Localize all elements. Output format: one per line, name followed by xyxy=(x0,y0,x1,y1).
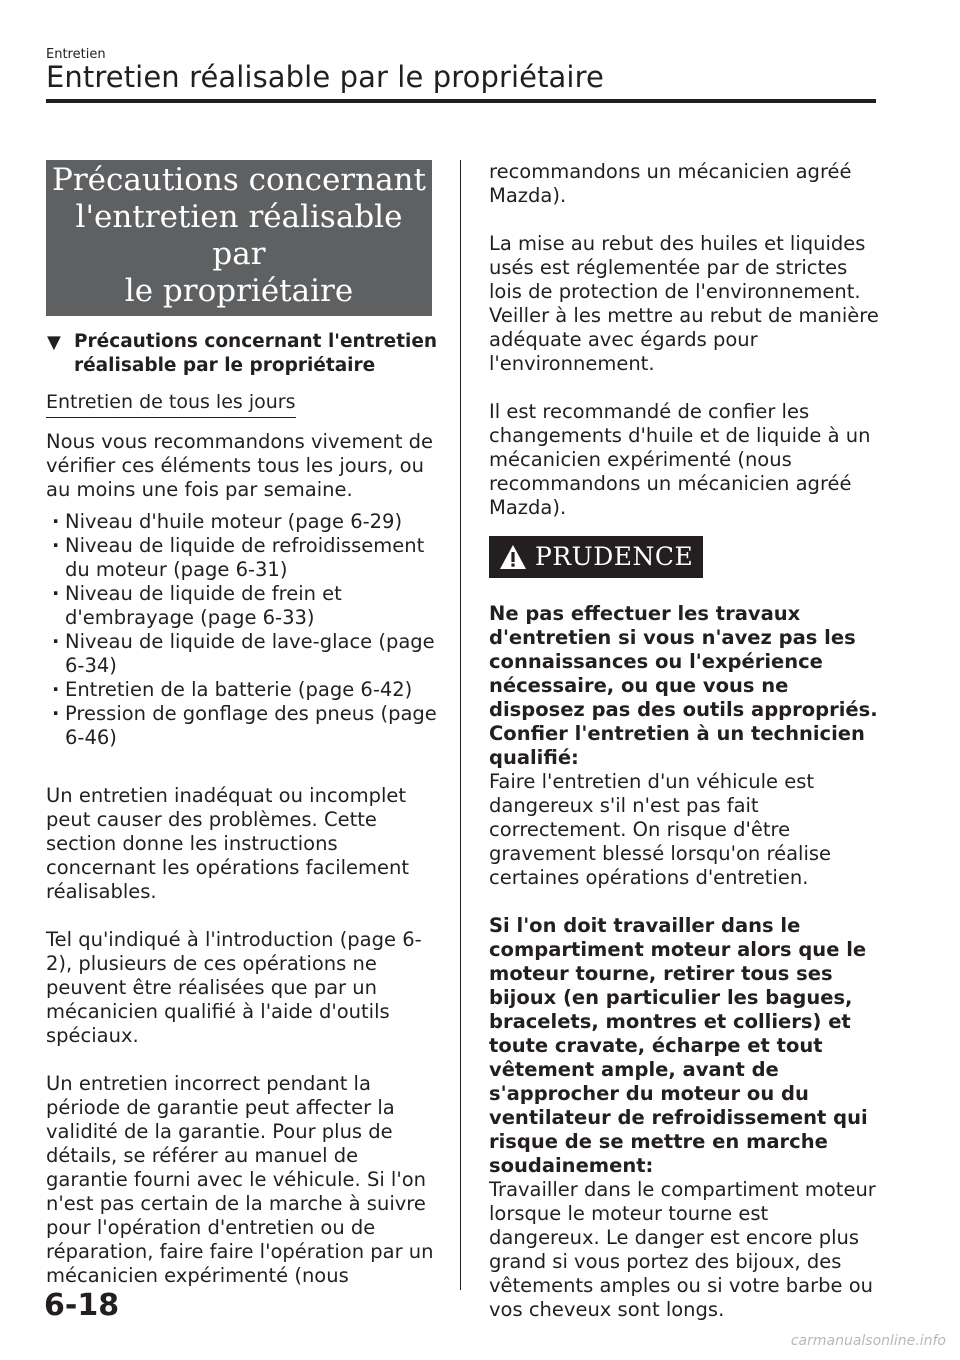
warning-bold-text: Ne pas effectuer les travaux d'entretien si vous n'avez pas les connaissances ou l'expérience nécessaire, ou que vous ne disposez pas des outils appropriés. Confier l'entretien à un technicien qualifié: xyxy=(489,602,878,769)
subsection-heading-text: Précautions concernant l'entretien réalisable par le propriétaire xyxy=(74,331,438,376)
paragraph-continuation: recommandons un mécanicien agréé Mazda). xyxy=(489,160,852,207)
section-title-line: l'entretien réalisable par xyxy=(75,199,403,272)
warning-triangle-icon xyxy=(499,544,527,570)
section-title-line: le propriétaire xyxy=(124,273,354,309)
caution-label: PRUDENCE xyxy=(535,542,694,571)
list-item: · Niveau de liquide de lave-glace (page 6-34) xyxy=(46,630,438,678)
paragraph: Un entretien inadéquat ou incomplet peut causer des problèmes. Cette section donne les instructions concernant les opérations facilement réalisables. xyxy=(46,784,410,903)
warning-bold-text: Si l'on doit travailler dans le compartiment moteur alors que le moteur tourne, retirer tous ses bijoux (en particulier les bagues, bracelets, montres et colliers) et toute cravate, écharpe et tout vêtement ample, avant de s'approcher du moteur ou du ventilateur de refroidissement qui risque de se mettre en marche soudainement: xyxy=(489,914,868,1177)
list-item: · Niveau de liquide de refroidissement du moteur (page 6-31) xyxy=(46,534,438,582)
watermark-url: carmanualsonline.info xyxy=(790,1333,946,1349)
header-rule xyxy=(46,99,876,103)
section-title-box xyxy=(46,160,432,316)
daily-maintenance-heading: Entretien de tous les jours xyxy=(46,390,296,418)
page-number: 6-18 xyxy=(44,1288,120,1323)
checklist xyxy=(46,510,438,750)
subsection-heading xyxy=(46,330,438,378)
section-title-line: Précautions concernant xyxy=(52,162,426,198)
chapter-label: Entretien xyxy=(46,47,106,62)
list-item: · Niveau de liquide de frein et d'embrayage (page 6-33) xyxy=(46,582,438,630)
list-item: · Pression de gonflage des pneus (page 6-46) xyxy=(46,702,438,750)
warning-text: Faire l'entretien d'un véhicule est dangereux s'il n'est pas fait correctement. On risque d'être gravement blessé lorsqu'on réalise certaines opérations d'entretien. xyxy=(489,770,832,889)
triangle-down-icon: ▼ xyxy=(47,332,61,353)
daily-intro: Nous vous recommandons vivement de vérifier ces éléments tous les jours, ou au moins une fois par semaine. xyxy=(46,430,434,501)
paragraph: Il est recommandé de confier les changements d'huile et de liquide à un mécanicien expérimenté (nous recommandons un mécanicien agréé Mazda). xyxy=(489,400,871,519)
paragraph: Un entretien incorrect pendant la période de garantie peut affecter la validité de la garantie. Pour plus de détails, se référer au manuel de garantie fourni avec le véhicule. Si l'on n'est pas certain de la marche à suivre pour l'opération d'entretien ou de réparation, faire faire l'opération par un mécanicien expérimenté (nous xyxy=(46,1072,434,1287)
paragraph: Tel qu'indiqué à l'introduction (page 6-2), plusieurs de ces opérations ne peuvent être réalisées que par un mécanicien qualifié à l'aide d'outils spéciaux. xyxy=(46,928,422,1047)
left-column xyxy=(46,160,438,1288)
page-title: Entretien réalisable par le propriétaire xyxy=(46,60,604,94)
list-item: · Niveau d'huile moteur (page 6-29) xyxy=(46,510,438,534)
caution-badge xyxy=(489,536,703,578)
column-divider xyxy=(460,160,461,1290)
right-column xyxy=(489,160,879,1322)
paragraph: La mise au rebut des huiles et liquides usés est réglementée par de strictes lois de protection de l'environnement. Veiller à les mettre au rebut de manière adéquate avec égards pour l'environnement. xyxy=(489,232,879,375)
list-item: · Entretien de la batterie (page 6-42) xyxy=(46,678,438,702)
warning-text: Travailler dans le compartiment moteur lorsque le moteur tourne est dangereux. Le danger est encore plus grand si vous portez des bijoux, des vêtements amples ou si votre barbe ou vos cheveux sont longs. xyxy=(489,1178,876,1321)
